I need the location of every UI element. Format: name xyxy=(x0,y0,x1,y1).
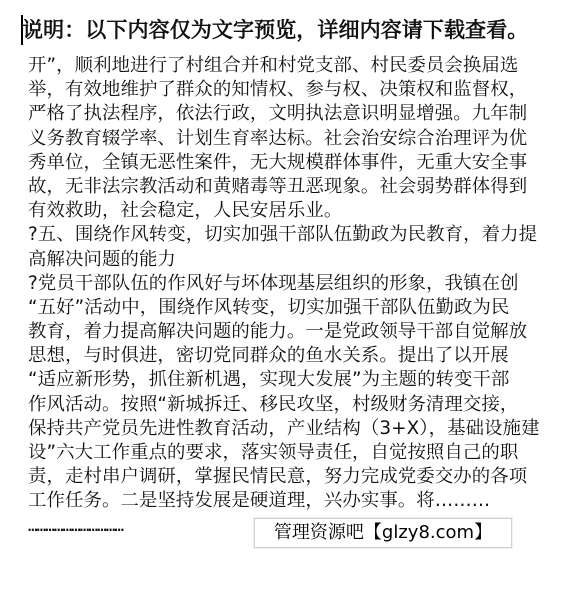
ellipsis-line: …………………………… xyxy=(28,515,123,535)
text-line: 开”，顺利地进行了村组合并和村党支部、村民委员会换届选 xyxy=(28,55,519,76)
text-line: 工作任务。二是坚持发展是硬道理，兴办实事。将……… xyxy=(28,490,491,512)
text-line: 责，走村串户调研，掌握民情民意，努力完成党委交办的各项 xyxy=(28,466,528,488)
text-line: 故，无非法宗教活动和黄赌毒等丑恶现象。社会弱势群体得到 xyxy=(28,175,528,197)
text-line: 有效救助，社会稳定，人民安居乐业。 xyxy=(28,200,343,222)
text-line: 思想，与时俱进，密切党同群众的鱼水关系。提出了以开展 xyxy=(28,345,509,367)
section-heading-line: 高解决问题的能力 xyxy=(28,248,176,270)
text-line: 义务教育辍学率、计划生育率达标。社会治安综合治理评为优 xyxy=(28,127,528,149)
preview-notice: 说明：以下内容仅为文字预览，详细内容请下载查看。 xyxy=(22,18,529,42)
text-line: 秀单位，全镇无恶性案件，无大规模群体事件，无重大安全事 xyxy=(28,151,528,173)
section-heading-line: ?五、围绕作风转变，切实加强干部队伍勤政为民教育，着力提 xyxy=(28,224,538,246)
text-line: 保持共产党员先进性教育活动，产业结构（3+X），基础设施建 xyxy=(28,417,540,439)
text-line: 举，有效地维护了群众的知情权、参与权、决策权和监督权， xyxy=(28,79,528,101)
text-line: “适应新形势，抓住新机遇，实现大发展”为主题的转变干部 xyxy=(28,369,510,391)
text-line: 教育，着力提高解决问题的能力。一是党政领导干部自觉解放 xyxy=(28,321,528,343)
site-watermark: 管理资源吧【glzy8.com】 xyxy=(254,518,512,548)
text-line: “五好”活动中，围绕作风转变，切实加强干部队伍勤政为民 xyxy=(28,296,510,318)
document-body xyxy=(28,54,548,538)
text-line: 作风活动。按照“新城拆迁、移民攻坚，村级财务清理交接， xyxy=(28,393,519,415)
text-line: 严格了执法程序，依法行政，文明执法意识明显增强。九年制 xyxy=(28,103,528,125)
text-line: 设”六大工作重点的要求，落实领导责任，自觉按照自己的职 xyxy=(28,442,519,463)
text-line: ?党员干部队伍的作风好与坏体现基层组织的形象，我镇在创 xyxy=(28,272,519,294)
